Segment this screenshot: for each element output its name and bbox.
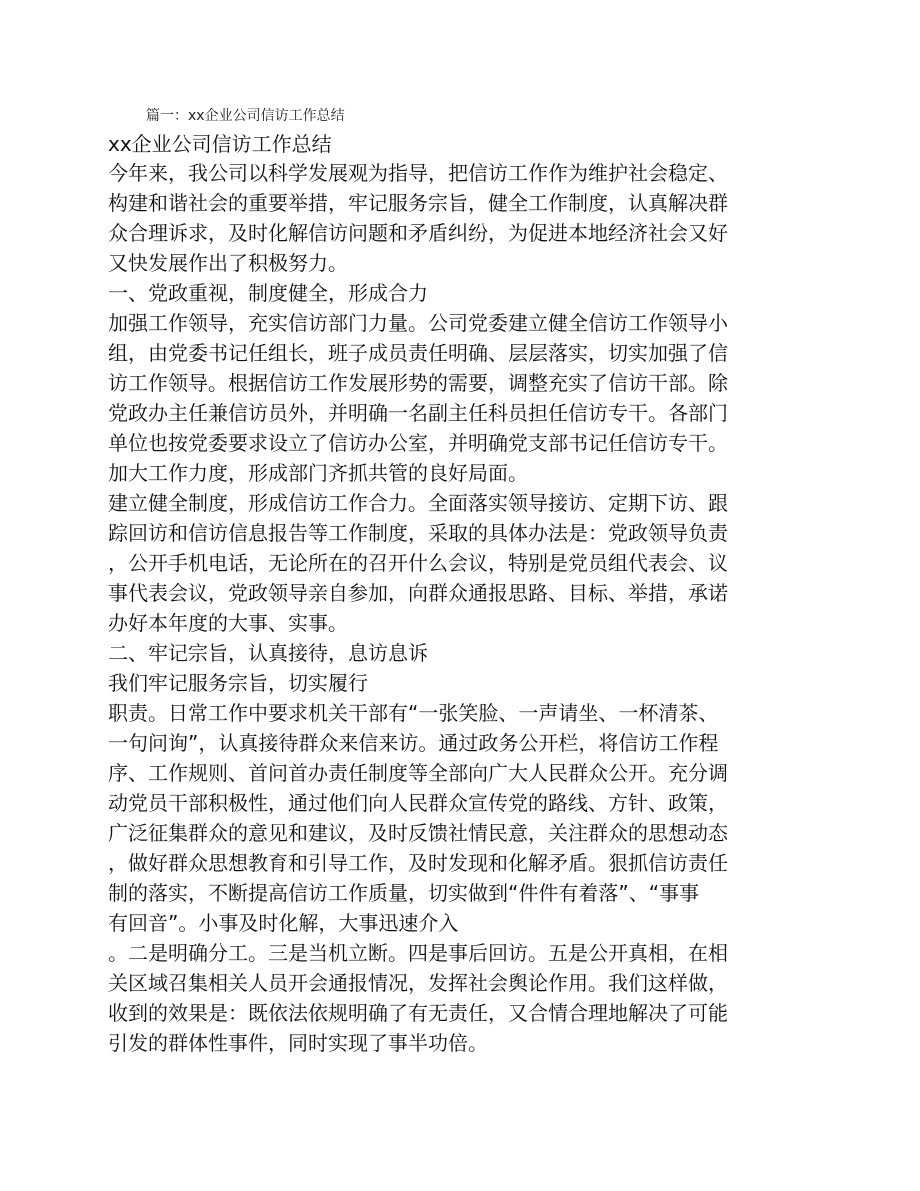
text-line: 又快发展作出了积极努力。 (108, 251, 348, 275)
text-line: 引发的群体性事件，同时实现了事半功倍。 (108, 1031, 488, 1055)
text-line: 构建和谐社会的重要举措，牢记服务宗旨，健全工作制度，认真解决群 (108, 191, 728, 215)
text-line: 建立健全制度，形成信访工作合力。全面落实领导接访、定期下访、跟 (108, 491, 728, 515)
text-line: 办好本年度的大事、实事。 (108, 611, 348, 635)
text-line: 加强工作领导，充实信访部门力量。公司党委建立健全信访工作领导小 (108, 311, 728, 335)
text-line: 事代表会议，党政领导亲自参加，向群众通报思路、目标、举措，承诺 (108, 581, 728, 605)
text-line: 党政办主任兼信访员外，并明确一名副主任科员担任信访专干。各部门 (108, 401, 728, 425)
document-header: 篇一：xx企业公司信访工作总结 (146, 108, 345, 124)
text-line: 加大工作力度，形成部门齐抓共管的良好局面。 (108, 461, 528, 485)
section-heading: 一、党政重视，制度健全，形成合力 (108, 281, 428, 305)
text-line: 一句问询”，认真接待群众来信来访。通过政务公开栏，将信访工作程 (108, 731, 719, 755)
paragraph-lines (108, 158, 828, 1058)
document-title: xx企业公司信访工作总结 (108, 132, 332, 156)
text-line: 单位也按党委要求设立了信访办公室，并明确党支部书记任信访专干。 (108, 431, 728, 455)
text-line: 。二是明确分工。三是当机立断。四是事后回访。五是公开真相，在相 (108, 941, 728, 965)
text-line: 众合理诉求，及时化解信访问题和矛盾纠纷，为促进本地经济社会又好 (108, 221, 728, 245)
text-line: 序、工作规则、首问首办责任制度等全部向广大人民群众公开。充分调 (108, 761, 728, 785)
text-line: ，做好群众思想教育和引导工作，及时发现和化解矛盾。狠抓信访责任 (108, 851, 728, 875)
text-line: 访工作领导。根据信访工作发展形势的需要，调整充实了信访干部。除 (108, 371, 728, 395)
text-line: 踪回访和信访信息报告等工作制度，采取的具体办法是：党政领导负责 (108, 521, 728, 545)
text-line: 有回音”。小事及时化解，大事迅速介入 (108, 911, 459, 935)
text-line: 我们牢记服务宗旨，切实履行 (108, 671, 368, 695)
text-line: 收到的效果是：既依法依规明确了有无责任，又合情合理地解决了可能 (108, 1001, 728, 1025)
text-line: 关区域召集相关人员开会通报情况，发挥社会舆论作用。我们这样做， (108, 971, 728, 995)
section-heading: 二、牢记宗旨，认真接待，息访息诉 (108, 641, 428, 665)
text-line: 制的落实，不断提高信访工作质量，切实做到“件件有着落”、“事事 (108, 881, 700, 905)
text-line: 今年来，我公司以科学发展观为指导，把信访工作作为维护社会稳定、 (108, 161, 728, 185)
text-line: 职责。日常工作中要求机关干部有“一张笑脸、一声请坐、一杯清茶、 (108, 701, 719, 725)
document-body (108, 130, 828, 1058)
text-line: 组，由党委书记任组长，班子成员责任明确、层层落实，切实加强了信 (108, 341, 728, 365)
text-line: 广泛征集群众的意见和建议，及时反馈社情民意，关注群众的思想动态 (108, 821, 728, 845)
text-line: 动党员干部积极性，通过他们向人民群众宣传党的路线、方针、政策， (108, 791, 728, 815)
text-line: ，公开手机电话，无论所在的召开什么会议，特别是党员组代表会、议 (108, 551, 728, 575)
